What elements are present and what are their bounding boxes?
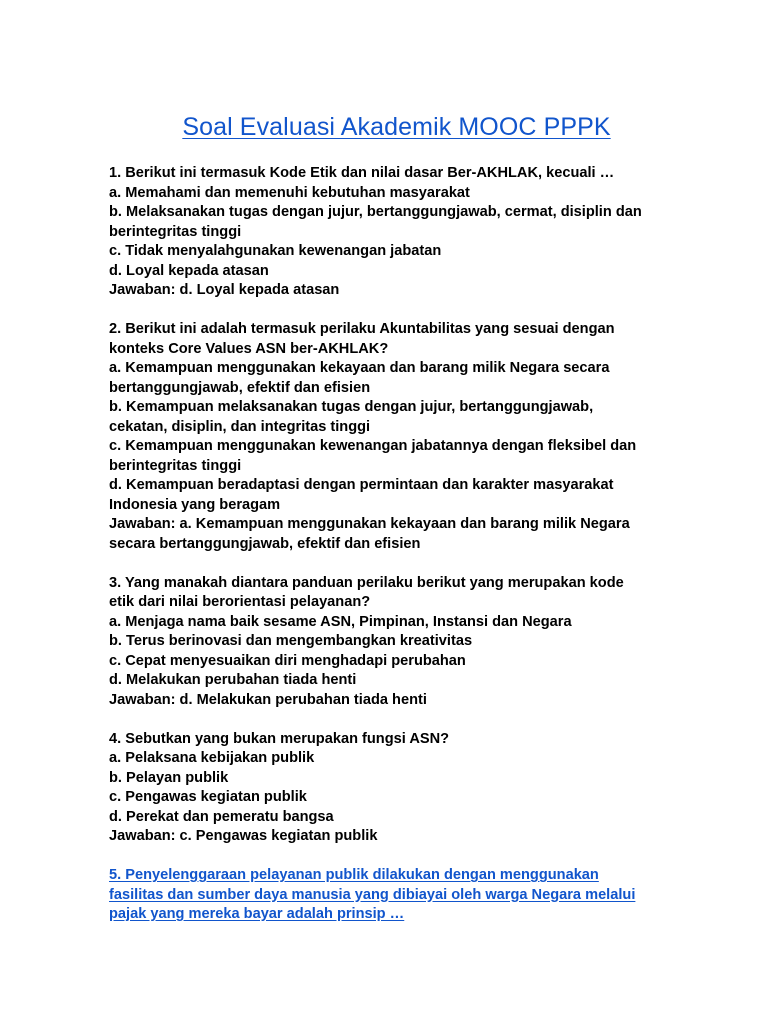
question-3-answer: Jawaban: d. Melakukan perubahan tiada henti <box>109 691 427 708</box>
question-3-option-b: b. Terus berinovasi dan mengembangkan kreativitas <box>109 633 473 649</box>
question-1-text: 1. Berikut ini termasuk Kode Etik dan nilai dasar Ber-AKHLAK, kecuali … <box>109 165 615 181</box>
question-5-link[interactable] <box>109 866 684 925</box>
question-3-option-a: a. Menjaga nama baik sesame ASN, Pimpinan, Instansi dan Negara <box>109 613 572 630</box>
question-1-option-a: a. Memahami dan memenuhi kebutuhan masyarakat <box>109 184 470 201</box>
question-1-option-b-cont: berintegritas tinggi <box>109 223 242 240</box>
question-2-answer-cont: secara bertanggungjawab, efektif dan efisien <box>109 535 421 552</box>
question-2-option-b-cont: cekatan, disiplin, dan integritas tinggi <box>109 418 371 435</box>
question-2 <box>109 320 684 554</box>
question-4-option-c: c. Pengawas kegiatan publik <box>109 789 307 805</box>
document-page <box>109 112 684 944</box>
question-4-answer: Jawaban: c. Pengawas kegiatan publik <box>109 828 378 844</box>
question-1 <box>109 164 684 301</box>
question-3 <box>109 574 684 711</box>
question-5-text-cont-1[interactable]: fasilitas dan sumber daya manusia yang dibiayai oleh warga Negara melalui <box>109 886 636 903</box>
question-4-option-b: b. Pelayan publik <box>109 769 229 786</box>
question-2-option-a-cont: bertanggungjawab, efektif dan efisien <box>109 379 371 396</box>
question-2-text: 2. Berikut ini adalah termasuk perilaku Akuntabilitas yang sesuai dengan <box>109 321 615 337</box>
question-2-option-c: c. Kemampuan menggunakan kewenangan jabatannya dengan fleksibel dan <box>109 438 637 454</box>
question-2-answer: Jawaban: a. Kemampuan menggunakan kekayaan dan barang milik Negara <box>109 516 630 532</box>
question-5-text-cont-2[interactable]: pajak yang mereka bayar adalah prinsip … <box>109 906 405 922</box>
question-3-text-cont: etik dari nilai berorientasi pelayanan? <box>109 594 371 610</box>
question-1-answer: Jawaban: d. Loyal kepada atasan <box>109 282 340 298</box>
question-2-option-d-cont: Indonesia yang beragam <box>109 496 281 513</box>
question-4-option-a: a. Pelaksana kebijakan publik <box>109 750 315 766</box>
question-3-option-d: d. Melakukan perubahan tiada henti <box>109 672 357 688</box>
question-4-text: 4. Sebutkan yang bukan merupakan fungsi ASN? <box>109 730 450 747</box>
question-2-option-d: d. Kemampuan beradaptasi dengan permintaan dan karakter masyarakat <box>109 477 614 493</box>
question-3-text: 3. Yang manakah diantara panduan perilaku berikut yang merupakan kode <box>109 574 624 591</box>
question-2-option-b: b. Kemampuan melaksanakan tugas dengan jujur, bertanggungjawab, <box>109 399 594 415</box>
question-1-option-c: c. Tidak menyalahgunakan kewenangan jabatan <box>109 243 442 259</box>
question-4 <box>109 730 684 847</box>
question-5-text[interactable]: 5. Penyelenggaraan pelayanan publik dilakukan dengan menggunakan <box>109 867 599 883</box>
question-4-option-d: d. Perekat dan pemeratu bangsa <box>109 808 334 825</box>
question-2-text-cont: konteks Core Values ASN ber-AKHLAK? <box>109 340 389 357</box>
question-3-option-c: c. Cepat menyesuaikan diri menghadapi perubahan <box>109 652 466 669</box>
question-2-option-c-cont: berintegritas tinggi <box>109 457 242 474</box>
question-1-option-d: d. Loyal kepada atasan <box>109 262 269 279</box>
document-title-link[interactable]: Soal Evaluasi Akademik MOOC PPPK <box>182 113 611 141</box>
question-2-option-a: a. Kemampuan menggunakan kekayaan dan barang milik Negara secara <box>109 360 610 376</box>
question-1-option-b: b. Melaksanakan tugas dengan jujur, bertanggungjawab, cermat, disiplin dan <box>109 204 642 220</box>
